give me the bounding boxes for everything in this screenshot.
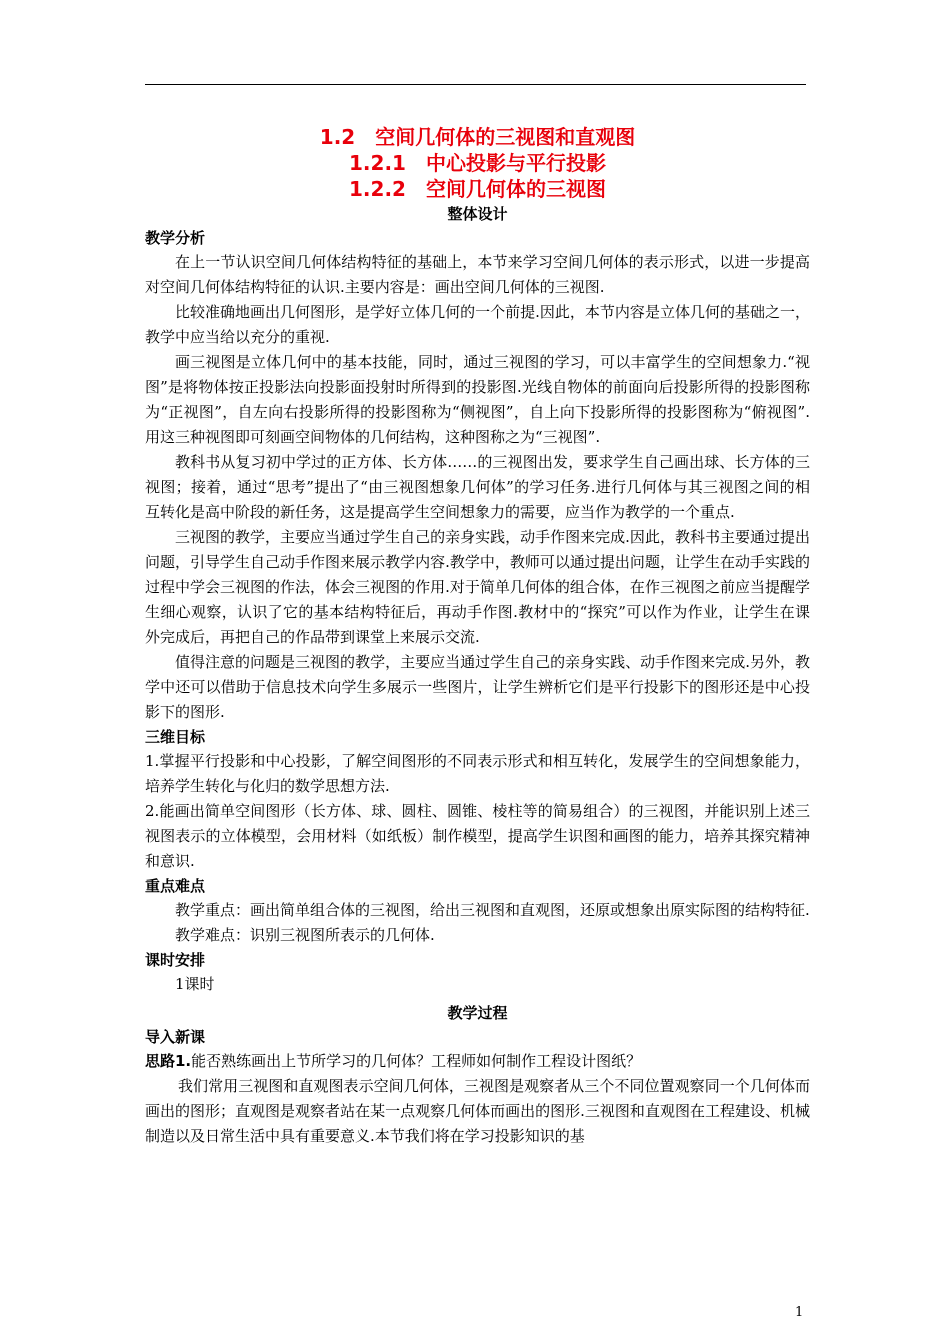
idea-label: 思路1.	[145, 1052, 192, 1070]
schedule-heading: 课时安排	[145, 951, 206, 969]
main-title: 1.2 空间几何体的三视图和直观图	[319, 125, 636, 149]
goal-item: 1.掌握平行投影和中心投影，了解空间图形的不同表示形式和相互转化，发展学生的空间想象能力，培养学生转化与化归的数学思想方法.	[145, 752, 810, 795]
analysis-paragraph: 比较准确地画出几何图形，是学好立体几何的一个前提.因此，本节内容是立体几何的基础之一，教学中应当给以充分的重视.	[145, 303, 810, 346]
key-point-paragraph: 教学重点：画出简单组合体的三视图，给出三视图和直观图，还原或想象出原实际图的结构特征.	[175, 901, 810, 919]
idea-line	[145, 1049, 810, 1074]
document-body	[145, 124, 810, 1149]
analysis-paragraph: 教科书从复习初中学过的正方体、长方体……的三视图出发，要求学生自己画出球、长方体的三视图；接着，通过“思考”提出了“由三视图想象几何体”的学习任务.进行几何体与其三视图之间的相互转化是高中阶段的新任务，这是提高学生空间想象力的需要，应当作为教学的一个重点.	[145, 453, 810, 521]
process-heading: 教学过程	[447, 1004, 508, 1022]
analysis-paragraph: 在上一节认识空间几何体结构特征的基础上，本节来学习空间几何体的表示形式，以进一步提高对空间几何体结构特征的认识.主要内容是：画出空间几何体的三视图.	[145, 253, 810, 296]
process-paragraph: 我们常用三视图和直观图表示空间几何体，三视图是观察者从三个不同位置观察同一个几何体而画出的图形；直观图是观察者站在某一点观察几何体而画出的图形.三视图和直观图在工程建设、机械制造以及日常生活中具有重要意义.本节我们将在学习投影知识的基	[145, 1077, 810, 1145]
analysis-paragraph: 三视图的教学，主要应当通过学生自己的亲身实践，动手作图来完成.因此，教科书主要通过提出问题，引导学生自己动手作图来展示教学内容.教学中，教师可以通过提出问题，让学生在动手实践的过程中学会三视图的作法，体会三视图的作用.对于简单几何体的组合体，在作三视图之前应当提醒学生细心观察，认识了它的基本结构特征后，再动手作图.教材中的“探究”可以作为作业，让学生在课外完成后，再把自己的作品带到课堂上来展示交流.	[145, 528, 810, 646]
analysis-heading: 教学分析	[145, 229, 206, 247]
overall-design-heading: 整体设计	[447, 205, 508, 223]
key-points-heading: 重点难点	[145, 877, 206, 895]
analysis-paragraph: 画三视图是立体几何中的基本技能，同时，通过三视图的学习，可以丰富学生的空间想象力.“视图”是将物体按正投影法向投影面投射时所得到的投影图.光线自物体的前面向后投影所得的投影图称为“正视图”，自左向右投影所得的投影图称为“侧视图”，自上向下投影所得的投影图称为“俯视图”.用这三种视图即可刻画空间物体的几何结构，这种图称之为“三视图”.	[145, 353, 810, 446]
schedule-text: 1课时	[175, 975, 215, 993]
subtitle-2: 1.2.2 空间几何体的三视图	[349, 177, 606, 201]
idea-text: 能否熟练画出上节所学习的几何体？工程师如何制作工程设计图纸？	[191, 1052, 642, 1070]
difficulty-paragraph: 教学难点：识别三视图所表示的几何体.	[175, 926, 435, 944]
subtitle-1: 1.2.1 中心投影与平行投影	[349, 151, 606, 175]
page-number: 1	[795, 1305, 804, 1320]
header-rule	[145, 84, 806, 85]
goals-heading: 三维目标	[145, 728, 206, 746]
goal-item: 2.能画出简单空间图形（长方体、球、圆柱、圆锥、棱柱等的简易组合）的三视图，并能识别上述三视图表示的立体模型，会用材料（如纸板）制作模型，提高学生识图和画图的能力，培养其探究精神和意识.	[145, 802, 810, 870]
analysis-paragraph: 值得注意的问题是三视图的教学，主要应当通过学生自己的亲身实践、动手作图来完成.另外，教学中还可以借助于信息技术向学生多展示一些图片，让学生辨析它们是平行投影下的图形还是中心投影下的图形.	[145, 653, 810, 721]
intro-heading: 导入新课	[145, 1028, 206, 1046]
